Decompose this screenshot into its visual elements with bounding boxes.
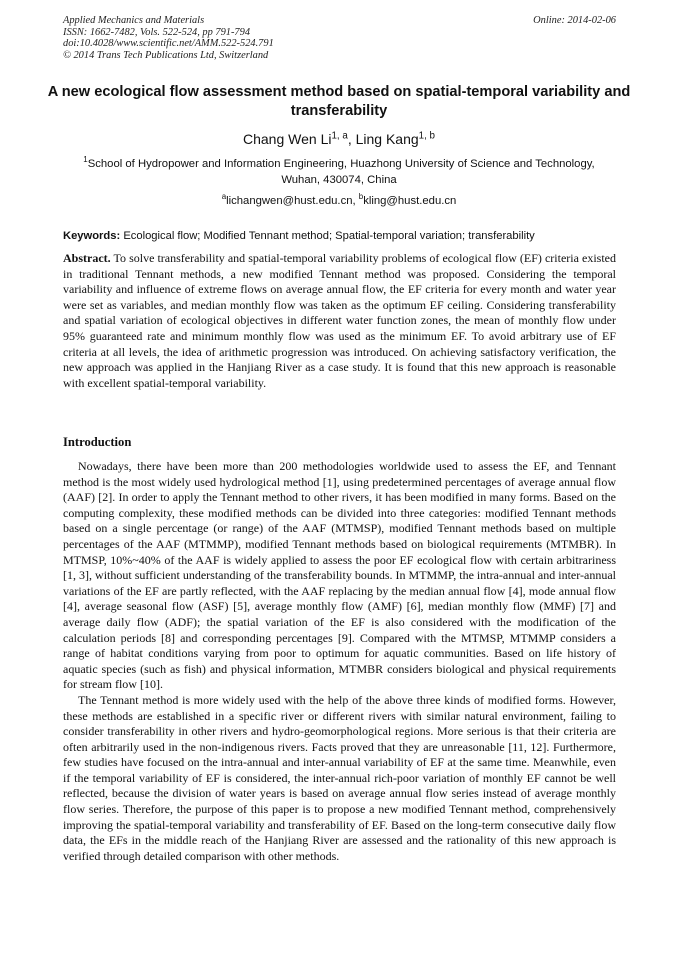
email-mark: a: [221, 192, 227, 202]
doi-line: doi:10.4028/www.scientific.net/AMM.522-524.791: [63, 38, 274, 49]
affiliation-text: School of Hydropower and Information Engineering, Huazhong University of Science and Technology, Wuhan, 430074, China: [87, 158, 595, 186]
paragraph: The Tennant method is more widely used with the help of the above three kinds of modified forms. However, these methods are established in a specific river or different rivers with similar natural environment, failing to consider transferability in other rivers and hydro-geomorphological regions. More serious is that their criteria are often arbitrarily used in the non-indigenous rivers. Facts proved that they are unreasonable [11, 12]. Furthermore, few studies have focused on the intra-annual and inter-annual variability of EF at the same time. Meanwhile, even if the temporal variability of EF is considered, the inter-annual rich-poor variation of monthly EF cannot be well reflected, because the division of water years is based on average annual flow series instead of average monthly flow series. Therefore, the purpose of this paper is to propose a new modified Tennant method, comprehensively improving the spatial-temporal variability and transferability of EF. Based on the long-term consecutive daily flow data, the EFs in the middle reach of the Hanjiang River are assessed and the rationality of this new approach is verified through detailed comparison with other methods.: [63, 692, 616, 863]
author-affil-mark: 1, a: [331, 130, 348, 142]
affiliation: [70, 156, 608, 188]
abstract-text: To solve transferability and spatial-temporal variability problems of ecological flow (EF) criteria existed in traditional Tennant methods, a new modified Tennant method was proposed. Considering the temporal variability and influence of extreme flows on average annual flow, the EF criteria for every month and water year were set as variables, and median monthly flow was taken as the optimum EF ceiling. Considering transferability and spatial variation of ecological objectives in different water function zones, the mean of monthly flow under 95% guaranteed rate and minimum monthly flow was used as the minimum EF. To avoid arbitrary use of EF criteria at all levels, the idea of arithmetic progression was introduced. On achieving satisfactory verification, the new approach was applied in the Hanjiang River as a case study. It is found that this new approach is reasonable with excellent spatial-temporal variability.: [63, 251, 616, 390]
issn-line: ISSN: 1662-7482, Vols. 522-524, pp 791-794: [63, 26, 251, 38]
introduction-body: [63, 459, 616, 864]
journal-header: [63, 15, 616, 61]
author-name: Ling Kang: [355, 131, 419, 147]
keywords: [63, 229, 616, 244]
author-affil-mark: 1, b: [418, 130, 435, 142]
online-date: Online: 2014-02-06: [533, 15, 616, 26]
abstract: [63, 251, 616, 391]
journal-name: Applied Mechanics and Materials: [63, 15, 205, 26]
author-list: Chang Wen Li$^{1, a}$, Ling Kang$^{1, b}$: [243, 130, 435, 147]
paper-title: A new ecological flow assessment method based on spatial-temporal variability and transferability: [47, 84, 631, 119]
abstract-label: Abstract.: [63, 251, 111, 265]
copyright-line: © 2014 Trans Tech Publications Ltd, Switzerland: [63, 49, 269, 61]
author-name: Chang Wen Li: [243, 131, 332, 147]
paragraph: Nowadays, there have been more than 200 methodologies worldwide used to assess the EF, and Tennant method is the most widely used hydrological method [1], using predetermined percentages of average annual flow (AAF) [2]. In order to apply the Tennant method to other rivers, it has been modified in many forms. Based on the computing complexity, these modified methods can be divided into three categories: modified Tennant methods based on a single percentage (or range) of the AAF (MTMSP), modified Tennant methods based on multiple percentages of the AAF (MTMMP), modified Tennant methods based on biological requirements (MTMBR). In MTMSP, 10%~40% of the AAF is widely applied to assess the poor EF ecological flow with certain arbitrariness [1, 3], without sufficient understanding of the transferability bounds. In MTMMP, the intra-annual and inter-annual variations of the EF are partly reflected, with the AAF replacing by the median annual flow [4], mode annual flow [4], average seasonal flow (ASF) [5], average monthly flow (AMF) [6], median monthly flow (MMF) [7] and average daily flow (ADF); the spatial variation of the EF is also considered with the modification of the calculation periods [8] and corresponding percentages [9]. Compared with the MTMSP, MTMMP considers a range of habitat conditions varying from poor to optimum for aquatic communities. Based on life history of aquatic species (such as fish) and physical information, MTMBR considers biological and physical requirements for stream flow [10].: [63, 459, 616, 692]
keywords-label: Keywords:: [63, 230, 121, 242]
email-mark: b: [358, 192, 364, 202]
email-address[interactable]: kling@hust.edu.cn: [363, 195, 457, 207]
introduction-heading: Introduction: [63, 435, 132, 449]
email-address[interactable]: lichangwen@hust.edu.cn: [226, 195, 353, 207]
keywords-text: Ecological flow; Modified Tennant method; Spatial-temporal variation; transferability: [123, 230, 535, 242]
email-list: $^a$lichangwen@hust.edu.cn, $^b$kling@hust.edu.cn: [221, 192, 457, 207]
affiliation-mark: 1: [83, 155, 88, 165]
